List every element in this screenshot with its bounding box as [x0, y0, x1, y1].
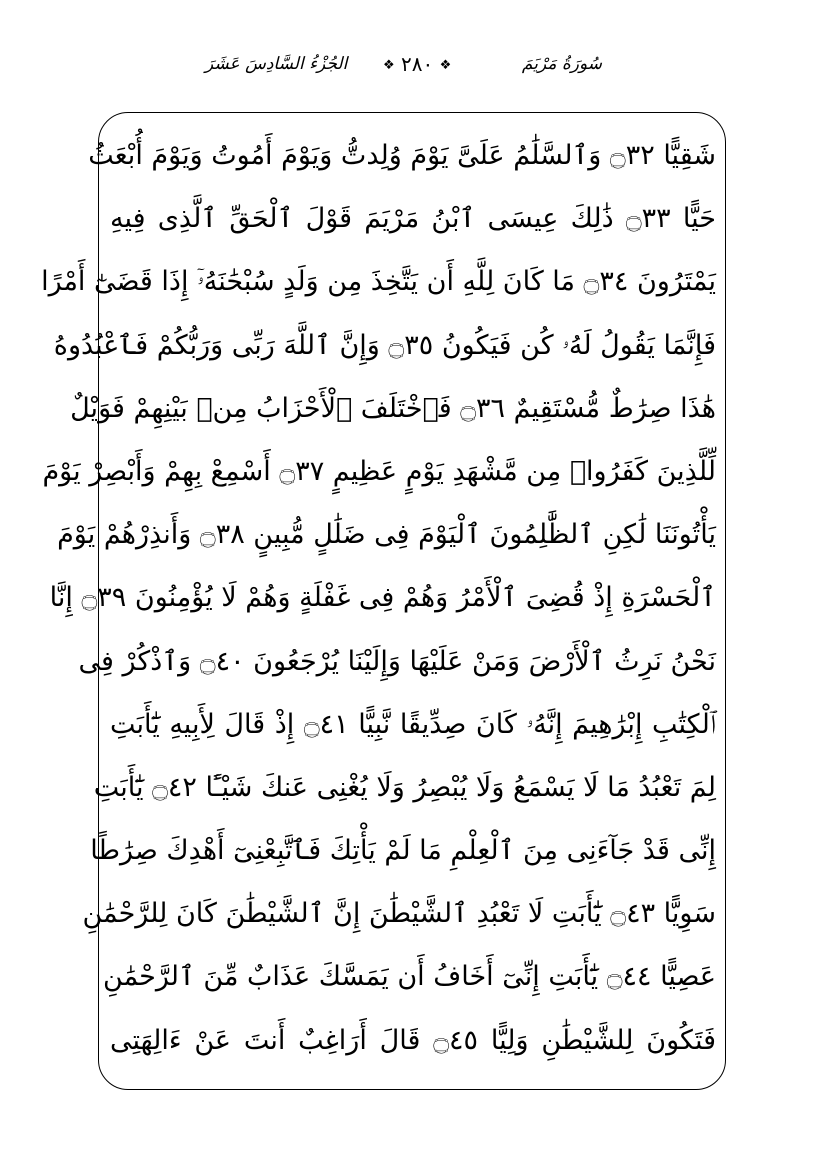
text-line: إِنِّى قَدْ جَآءَنِى مِنَ ٱلْعِلْمِ مَا لَمْ يَأْتِكَ فَٱتَّبِعْنِىٓ أَهْدِكَ صِرَٰطًا: [90, 835, 716, 867]
page-header: [0, 52, 826, 92]
text-line: فَإِنَّمَا يَقُولُ لَهُۥ كُن فَيَكُونُ ۝٣٥ وَإِنَّ ٱللَّهَ رَبِّى وَرَبُّكُمْ فَٱعْبُدُوهُ: [53, 329, 716, 361]
text-line: نَحْنُ نَرِثُ ٱلْأَرْضَ وَمَنْ عَلَيْهَا وَإِلَيْنَا يُرْجَعُونَ ۝٤٠ وَٱذْكُرْ فِى: [78, 645, 716, 677]
text-line: لِّلَّذِينَ كَفَرُوا۟ مِن مَّشْهَدِ يَوْمٍ عَظِيمٍ ۝٣٧ أَسْمِعْ بِهِمْ وَأَبْصِرْ يَوْمَ: [42, 455, 716, 487]
text-line: ٱلْحَسْرَةِ إِذْ قُضِىَ ٱلْأَمْرُ وَهُمْ فِى غَفْلَةٍ وَهُمْ لَا يُؤْمِنُونَ ۝٣٩ إِنَّا: [49, 582, 716, 614]
page-number: ٢٨٠: [401, 52, 434, 76]
text-line: حَيًّا ۝٣٣ ذَٰلِكَ عِيسَى ٱبْنُ مَرْيَمَ قَوْلَ ٱلْحَقِّ ٱلَّذِى فِيهِ: [110, 203, 716, 235]
text-line: عَصِيًّا ۝٤٤ يَٰٓأَبَتِ إِنِّىٓ أَخَافُ أَن يَمَسَّكَ عَذَابٌ مِّنَ ٱلرَّحْمَٰنِ: [103, 961, 716, 993]
verse-text-block: [41, 124, 716, 1072]
text-line: يَأْتُونَنَا لَٰكِنِ ٱلظَّٰلِمُونَ ٱلْيَوْمَ فِى ضَلَٰلٍ مُّبِينٍ ۝٣٨ وَأَنذِرْهُمْ يَوْمَ: [57, 519, 716, 551]
text-line: شَقِيًّا ۝٣٢ وَٱلسَّلَٰمُ عَلَىَّ يَوْمَ وُلِدتُّ وَيَوْمَ أَمُوتُ وَيَوْمَ أُبْعَثُ: [88, 140, 716, 171]
text-line: ٱلْكِتَٰبِ إِبْرَٰهِيمَ إِنَّهُۥ كَانَ صِدِّيقًا نَّبِيًّا ۝٤١ إِذْ قَالَ لِأَبِيهِ يَٰٓأَبَتِ: [110, 708, 716, 740]
juz-name: الجُزْءُ السَّادِسَ عَشَرَ: [205, 54, 348, 74]
text-line: لِمَ تَعْبُدُ مَا لَا يَسْمَعُ وَلَا يُبْصِرُ وَلَا يُغْنِى عَنكَ شَيْـًٔا ۝٤٢ يَٰٓأَبَتِ: [93, 771, 716, 803]
text-line: فَتَكُونَ لِلشَّيْطَٰنِ وَلِيًّا ۝٤٥ قَالَ أَرَاغِبٌ أَنتَ عَنْ ءَالِهَتِى: [110, 1024, 716, 1056]
page-number-block: [383, 52, 451, 76]
ornament-left-icon: ❖: [383, 58, 395, 73]
ornament-right-icon: ❖: [439, 58, 452, 73]
text-line: يَمْتَرُونَ ۝٣٤ مَا كَانَ لِلَّهِ أَن يَتَّخِذَ مِن وَلَدٍ سُبْحَٰنَهُۥٓ إِذَا قَضَىٰٓ أَمْرًا: [41, 266, 716, 298]
text-line: سَوِيًّا ۝٤٣ يَٰٓأَبَتِ لَا تَعْبُدِ ٱلشَّيْطَٰنَ إِنَّ ٱلشَّيْطَٰنَ كَانَ لِلرَّحْمَٰنِ: [82, 898, 716, 930]
surah-name: سُورَةُ مَرْيَمَ: [521, 54, 602, 74]
text-line: هَٰذَا صِرَٰطٌ مُّسْتَقِيمٌ ۝٣٦ فَٱخْتَلَفَ ٱلْأَحْزَابُ مِنۢ بَيْنِهِمْ فَوَيْلٌ: [70, 392, 716, 424]
